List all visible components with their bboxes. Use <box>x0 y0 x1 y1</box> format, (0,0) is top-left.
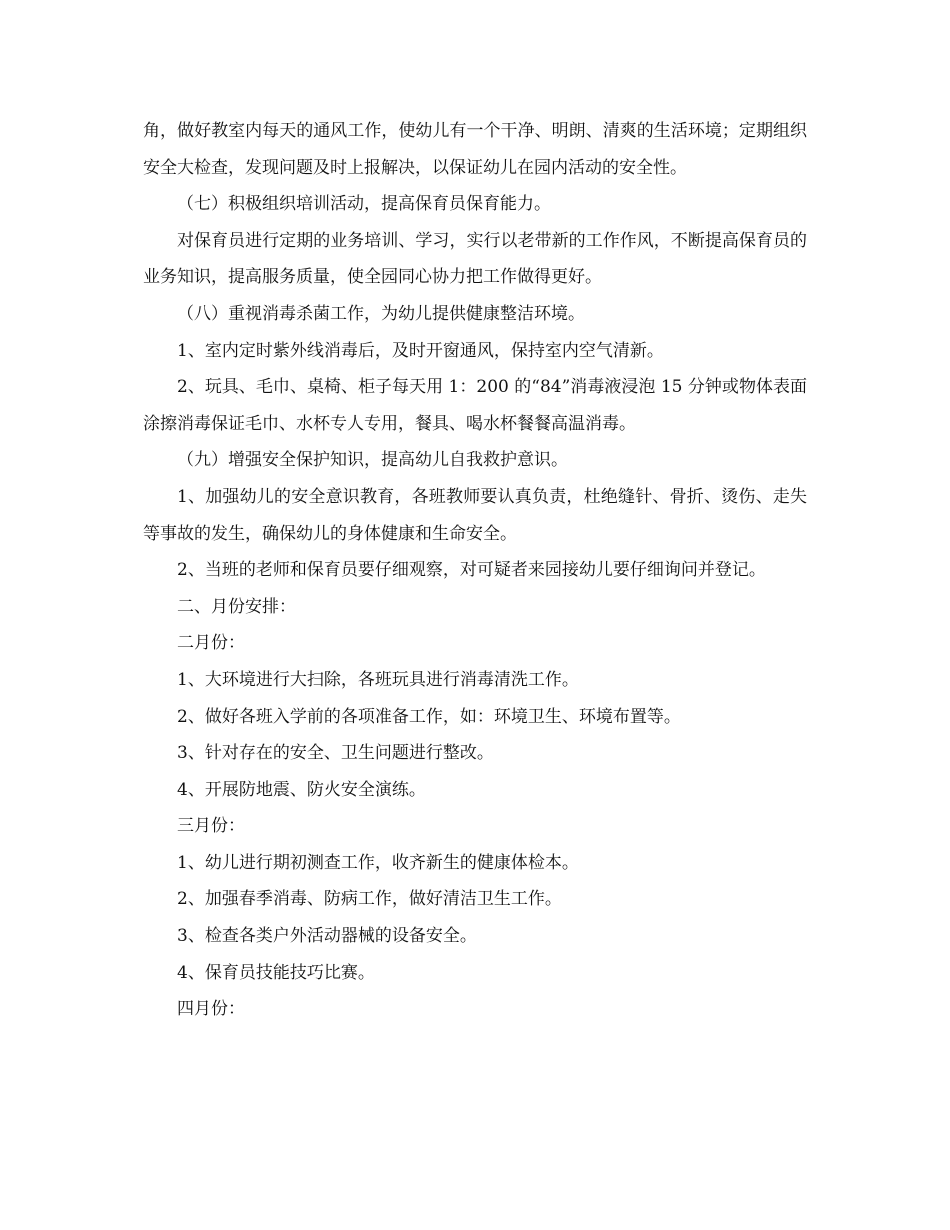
paragraph: 对保育员进行定期的业务培训、学习，实行以老带新的工作作风，不断提高保育员的业务知识，提高服务质量，使全园同心协力把工作做得更好。 <box>143 230 807 288</box>
section-heading: （九）增强安全保护知识，提高幼儿自我救护意识。 <box>177 450 568 471</box>
section-heading: （七）积极组织培训活动，提高保育员保育能力。 <box>177 194 551 215</box>
month-heading: 二月份： <box>177 633 245 654</box>
section-heading: 二、月份安排： <box>177 596 296 617</box>
list-item: 2、玩具、毛巾、桌椅、柜子每天用 1：200 的“84”消毒液浸泡 15 分钟或物体表面涂擦消毒保证毛巾、水杯专人专用，餐具、喝水杯餐餐高温消毒。 <box>143 377 807 434</box>
list-item: 1、大环境进行大扫除，各班玩具进行消毒清洗工作。 <box>177 669 579 690</box>
list-item: 2、当班的老师和保育员要仔细观察，对可疑者来园接幼儿要仔细询问并登记。 <box>177 560 766 581</box>
list-item: 4、开展防地震、防火安全演练。 <box>177 779 426 800</box>
month-heading: 三月份： <box>177 816 245 837</box>
list-item: 4、保育员技能技巧比赛。 <box>177 962 375 983</box>
list-item: 3、检查各类户外活动器械的设备安全。 <box>177 926 477 947</box>
paragraph: 角，做好教室内每天的通风工作，使幼儿有一个干净、明朗、清爽的生活环境；定期组织安全大检查，发现问题及时上报解决，以保证幼儿在园内活动的安全性。 <box>143 121 807 178</box>
list-item: 3、针对存在的安全、卫生问题进行整改。 <box>177 743 494 764</box>
document-body <box>143 113 807 1028</box>
section-heading: （八）重视消毒杀菌工作，为幼儿提供健康整洁环境。 <box>177 303 585 324</box>
list-item: 2、加强春季消毒、防病工作，做好清洁卫生工作。 <box>177 889 562 910</box>
list-item: 1、加强幼儿的安全意识教育，各班教师要认真负责，杜绝缝针、骨折、烫伤、走失等事故的发生，确保幼儿的身体健康和生命安全。 <box>143 486 807 544</box>
list-item: 1、室内定时紫外线消毒后，及时开窗通风，保持室内空气清新。 <box>177 340 664 361</box>
month-heading: 四月份： <box>177 999 245 1020</box>
list-item: 1、幼儿进行期初测查工作，收齐新生的健康体检本。 <box>177 852 579 873</box>
list-item: 2、做好各班入学前的各项准备工作，如：环境卫生、环境布置等。 <box>177 706 681 727</box>
